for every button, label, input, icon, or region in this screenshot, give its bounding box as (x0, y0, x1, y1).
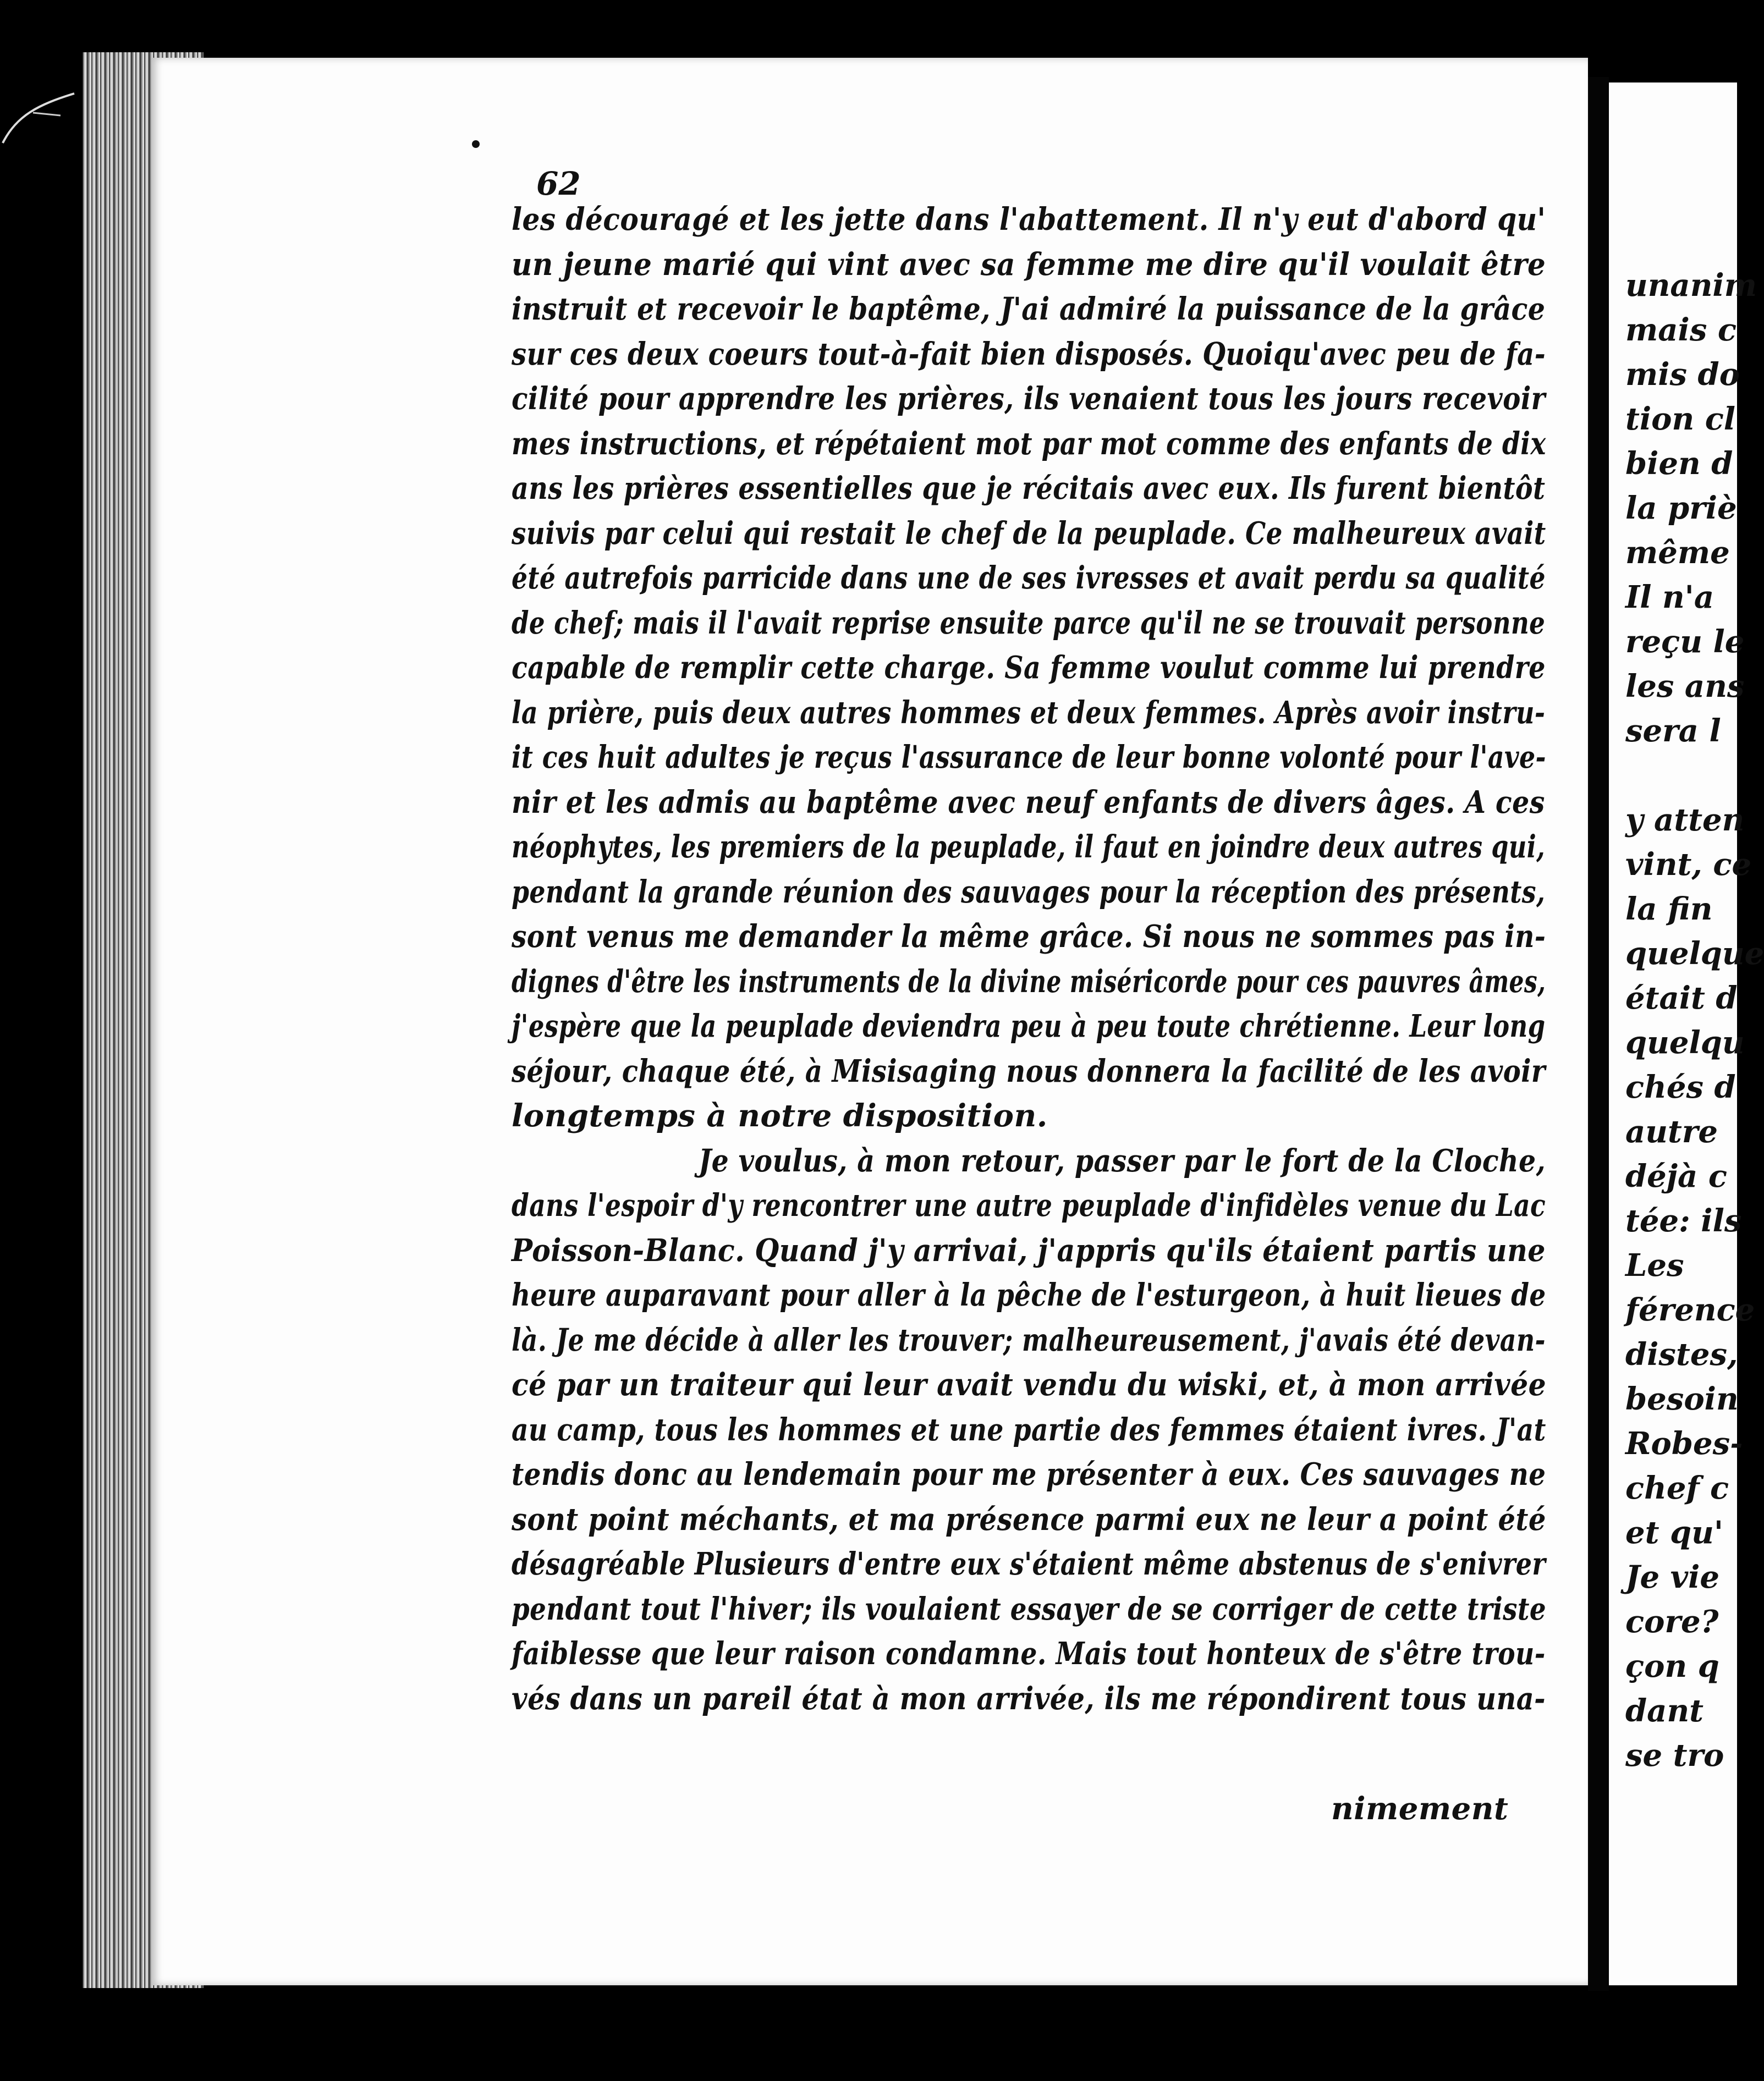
facing-text-line: dant (1625, 1693, 1704, 1729)
facing-text-line: unanim (1625, 267, 1757, 304)
facing-text-line: mis do (1625, 356, 1740, 393)
facing-text-line: vint, ce (1625, 846, 1752, 883)
text-line: Je voulus, à mon retour, passer par le fort de la Cloche, (699, 1142, 1546, 1179)
text-line: cilité pour apprendre les prières, ils venaient tous les jours recevoir (512, 381, 1546, 417)
text-line: mes instructions, et répétaient mot par mot comme des enfants de dix (512, 425, 1546, 462)
facing-text-line: même (1625, 535, 1730, 571)
facing-text-line: Je vie (1625, 1559, 1720, 1595)
text-line: j'espère que la peuplade deviendra peu à peu toute chrétienne. Leur long (512, 1008, 1546, 1044)
facing-text-line: tion cl (1625, 401, 1736, 437)
facing-text-line: bien d (1625, 445, 1733, 482)
text-line: dignes d'être les instruments de la divine miséricorde pour ces pauvres âmes, (512, 963, 1546, 1000)
text-line: it ces huit adultes je reçus l'assurance de leur bonne volonté pour l'ave- (512, 739, 1546, 775)
text-line: sont venus me demander la même grâce. Si nous ne sommes pas in- (512, 918, 1546, 955)
text-line: pendant tout l'hiver; ils voulaient essayer de se corriger de cette triste (512, 1590, 1547, 1627)
text-line: suivis par celui qui restait le chef de la peuplade. Ce malheureux avait (512, 515, 1546, 552)
ink-dot (472, 140, 480, 148)
facing-text-line: çon q (1625, 1648, 1719, 1684)
text-line: désagréable Plusieurs d'entre eux s'étaient même abstenus de s'enivrer (512, 1546, 1546, 1582)
facing-text-line: core? (1625, 1604, 1719, 1640)
facing-text-line: férence (1625, 1292, 1755, 1328)
facing-text-line: chef c (1625, 1470, 1729, 1506)
facing-text-line: reçu le (1625, 624, 1745, 660)
text-line: heure auparavant pour aller à la pêche de l'esturgeon, à huit lieues de (512, 1277, 1546, 1313)
text-line: un jeune marié qui vint avec sa femme me dire qu'il voulait être (512, 246, 1546, 283)
text-line: longtemps à notre disposition. (512, 1098, 1048, 1134)
facing-text-line: était d (1625, 980, 1738, 1016)
text-line: au camp, tous les hommes et une partie des femmes étaient ivres. J'at (512, 1411, 1546, 1448)
text-line: là. Je me décide à aller les trouver; malheureusement, j'avais été devan- (512, 1322, 1546, 1358)
facing-text-line: déjà c (1625, 1158, 1727, 1194)
facing-text-line: quelque (1625, 935, 1764, 972)
facing-text-line: les ans (1625, 668, 1745, 704)
facing-text-line: mais c (1625, 312, 1736, 348)
facing-text-line: Les (1625, 1247, 1684, 1284)
facing-text-line: distes, (1625, 1336, 1738, 1373)
facing-text-line: la priè (1625, 490, 1737, 526)
text-line: ans les prières essentielles que je récitais avec eux. Ils furent bientôt (512, 470, 1546, 507)
text-line: néophytes, les premiers de la peuplade, il faut en joindre deux autres qui, (512, 829, 1546, 865)
facing-text-line: et qu' (1625, 1515, 1724, 1551)
page-number: 62 (536, 165, 581, 202)
text-line: de chef; mais il l'avait reprise ensuite parce qu'il ne se trouvait personne (512, 604, 1546, 641)
text-line: cé par un traiteur qui leur avait vendu du wiski, et, à mon arrivée (512, 1367, 1547, 1403)
text-line: Poisson-Blanc. Quand j'y arrivai, j'appris qu'ils étaient partis une (512, 1232, 1546, 1269)
film-scratch-mark (0, 82, 77, 148)
facing-text-line: besoin (1625, 1381, 1739, 1417)
catchword: nimement (1331, 1791, 1509, 1827)
text-line: pendant la grande réunion des sauvages pour la réception des présents, (512, 873, 1546, 910)
facing-text-line: se tro (1625, 1737, 1724, 1774)
text-line: sont point méchants, et ma présence parmi eux ne leur a point été (512, 1501, 1546, 1538)
facing-text-line: la fin (1625, 891, 1713, 927)
text-line: faiblesse que leur raison condamne. Mais tout honteux de s'être trou- (512, 1636, 1546, 1672)
text-line: la prière, puis deux autres hommes et deux femmes. Après avoir instru- (512, 694, 1546, 731)
page-gutter (1588, 77, 1609, 1991)
facing-text-line: autre (1625, 1114, 1718, 1150)
facing-text-line: y atten (1625, 802, 1745, 838)
text-line: tendis donc au lendemain pour me présenter à eux. Ces sauvages ne (512, 1456, 1546, 1493)
text-line: vés dans un pareil état à mon arrivée, ils me répondirent tous una- (512, 1680, 1546, 1717)
text-line: capable de remplir cette charge. Sa femme voulut comme lui prendre (512, 649, 1546, 686)
right-page (1609, 82, 1764, 1985)
text-line: dans l'espoir d'y rencontrer une autre peuplade d'infidèles venue du Lac (512, 1187, 1546, 1224)
text-line: les découragé et les jette dans l'abattement. Il n'y eut d'abord qu' (512, 201, 1546, 238)
text-line: sur ces deux coeurs tout-à-fait bien disposés. Quoiqu'avec peu de fa- (512, 335, 1546, 372)
facing-text-line: chés d (1625, 1069, 1736, 1105)
facing-text-line: quelqu (1625, 1025, 1745, 1061)
text-line: été autrefois parricide dans une de ses ivresses et avait perdu sa qualité (512, 560, 1546, 596)
facing-text-line: tée: ils (1625, 1203, 1742, 1239)
facing-text-line: sera l (1625, 713, 1721, 749)
text-line: nir et les admis au baptême avec neuf enfants de divers âges. A ces (512, 784, 1545, 821)
facing-text-line: Robes- (1625, 1425, 1743, 1462)
facing-text-line: Il n'a (1625, 579, 1714, 615)
text-line: séjour, chaque été, à Misisaging nous donnera la facilité de les avoir (512, 1053, 1546, 1089)
text-line: instruit et recevoir le baptême, J'ai admiré la puissance de la grâce (512, 291, 1546, 327)
